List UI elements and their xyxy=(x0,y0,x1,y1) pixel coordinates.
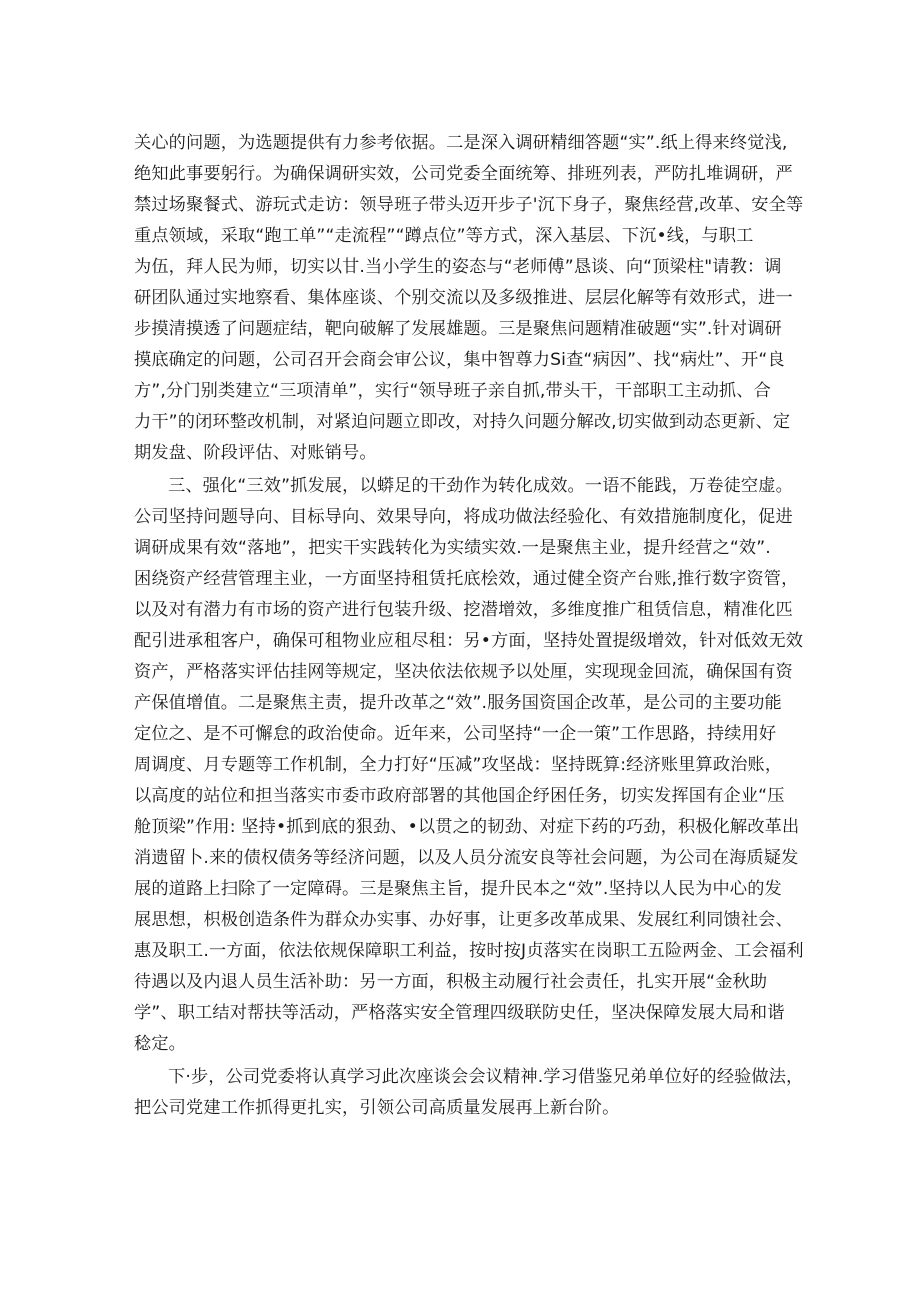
text-line: 把公司党建工作抓得更扎实，引领公司高质量发展再上新台阶。 xyxy=(134,1098,620,1118)
text-line: 下·步，公司党委将认真学习此次座谈会会议精神.学习借鉴兄弟单位好的经验做法， xyxy=(168,1067,804,1087)
text-line: 定位之、是不可懈怠的政治使命。近年来，公司坚持“一企一策”工作思路，持续用好 xyxy=(134,724,777,744)
text-line: 期发盘、阶段评估、对账销号。 xyxy=(134,443,377,463)
text-line: 困绕资产经营管理主业，一方面坚持租赁托底桧效，通过健全资产台账,推行数字资管， xyxy=(134,569,799,589)
text-line: 以及对有潜力有市场的资产进行包装升级、挖潜增效，多维度推广租赁信息，精准化匹 xyxy=(134,600,793,620)
text-line: 摸底确定的问题，公司召开会商会审公议，集中智尊力Si查“病因”、找“病灶”、开“良 xyxy=(134,350,785,370)
text-line: 舱顶梁”作用: 坚持•抓到底的狠劲、•以贯之的韧劲、对症下药的巧劲，积极化解改革出 xyxy=(134,817,800,837)
document-body xyxy=(134,128,804,1124)
text-line: 绝知此事要躬行。为确保调研实效，公司党委全面统筹、排班列表，严防扎堆调研，严 xyxy=(134,164,793,184)
text-line: 展的道路上扫除了一定障碍。三是聚焦主旨，提升民本之“效”.坚持以人民为中心的发 xyxy=(134,879,782,899)
text-line: 资产，严格落实评估挂网等规定，坚决依法依规予以处厘，实现现金回流，确保国有资 xyxy=(134,662,793,682)
text-line: 为伍，拜人民为师，切实以甘.当小学生的姿态与“老师傅”恳谈、向“顶梁柱"请教：调 xyxy=(134,257,782,277)
paragraph-three-effects xyxy=(134,471,804,1060)
text-line: 方”,分门别类建立“三项清单”，实行“领导班子亲自抓,带头干，干部职工主动抓、合 xyxy=(134,381,771,401)
text-line: 三、强化“三效”抓发展，以蟒足的干劲作为转化成效。一语不能践，万卷徒空虚。 xyxy=(168,476,793,496)
text-line: 产保值增值。二是聚焦主责，提升改革之“效”.服务国资国企改革，是公司的主要功能 xyxy=(134,693,782,713)
text-line: 研团队通过实地察看、集体座谈、个别交流以及多级推进、层层化解等有效形式，进一 xyxy=(134,288,793,308)
text-line: 待遇以及内退人员生活补助：另一方面，积极主动履行社会责任，扎实开展“金秋助 xyxy=(134,972,768,992)
text-line: 禁过场聚餐式、游玩式走访：领导班子带头迈开步子'沉下身子，聚焦经营,改革、安全等 xyxy=(134,195,804,215)
text-line: 展思想，枳极创造条件为群众办实事、办好事，让更多改革成果、发展红利同馈社会、 xyxy=(134,910,793,930)
text-line: 配引进承租客户，确保可租物业应租尽租：另•方面，坚持处置提级增效，针对低效无效 xyxy=(134,631,804,651)
text-line: 以高度的站位和担当落实市委市政府部署的其他国企纾困任务，切实发挥国有企业“压 xyxy=(134,786,785,806)
text-line: 稔定。 xyxy=(134,1034,187,1054)
text-line: 重点领域，采取“跑工单”“走流程”“蹲点位”等方式，深入基层、下沉•线，与职工 xyxy=(134,226,754,246)
text-line: 公司坚持问题导向、目标导向、效果导向，将成功做法经验化、有效措施制度化，促进 xyxy=(134,507,793,527)
paragraph-next-step xyxy=(134,1062,804,1124)
text-line: 步摸清摸透了问题症结，靶向破解了发展雄题。三是聚焦问题精准破题“实”.针对调研 xyxy=(134,319,782,339)
text-line: 惠及职工.一方面，依法依规保障职工利益，按时按J贞落实在岗职工五险两金、工会福利 xyxy=(134,941,804,961)
text-line: 调研成果有效“落地”，把实干实践转化为实绩实效.一是聚焦主业，提升经营之“效”. xyxy=(134,538,771,558)
text-line: 力干”的闭环整改机制，对紧迫问题立即改，对持久问题分解改,切实做到动态更新、定 xyxy=(134,412,791,432)
text-line: 周调度、月专题等工作机制，全力打好“压减”攻坚战：坚持既算:经济账里算政治账， xyxy=(134,755,783,775)
text-line: 学”、职工结对帮扶等活动，严格落实安全管理四级联防史任，坚决保障发展大局和谐 xyxy=(134,1003,785,1023)
text-line: 消遗留卜.来的债权债务等经济问题，以及人员分流安良等社会问题，为公司在海质疑发 xyxy=(134,848,799,868)
text-line: 关心的问题，为选题提供有力参考依据。二是深入调研精细答题“实”.纸上得来终觉浅, xyxy=(134,133,788,153)
paragraph-research xyxy=(134,128,804,469)
